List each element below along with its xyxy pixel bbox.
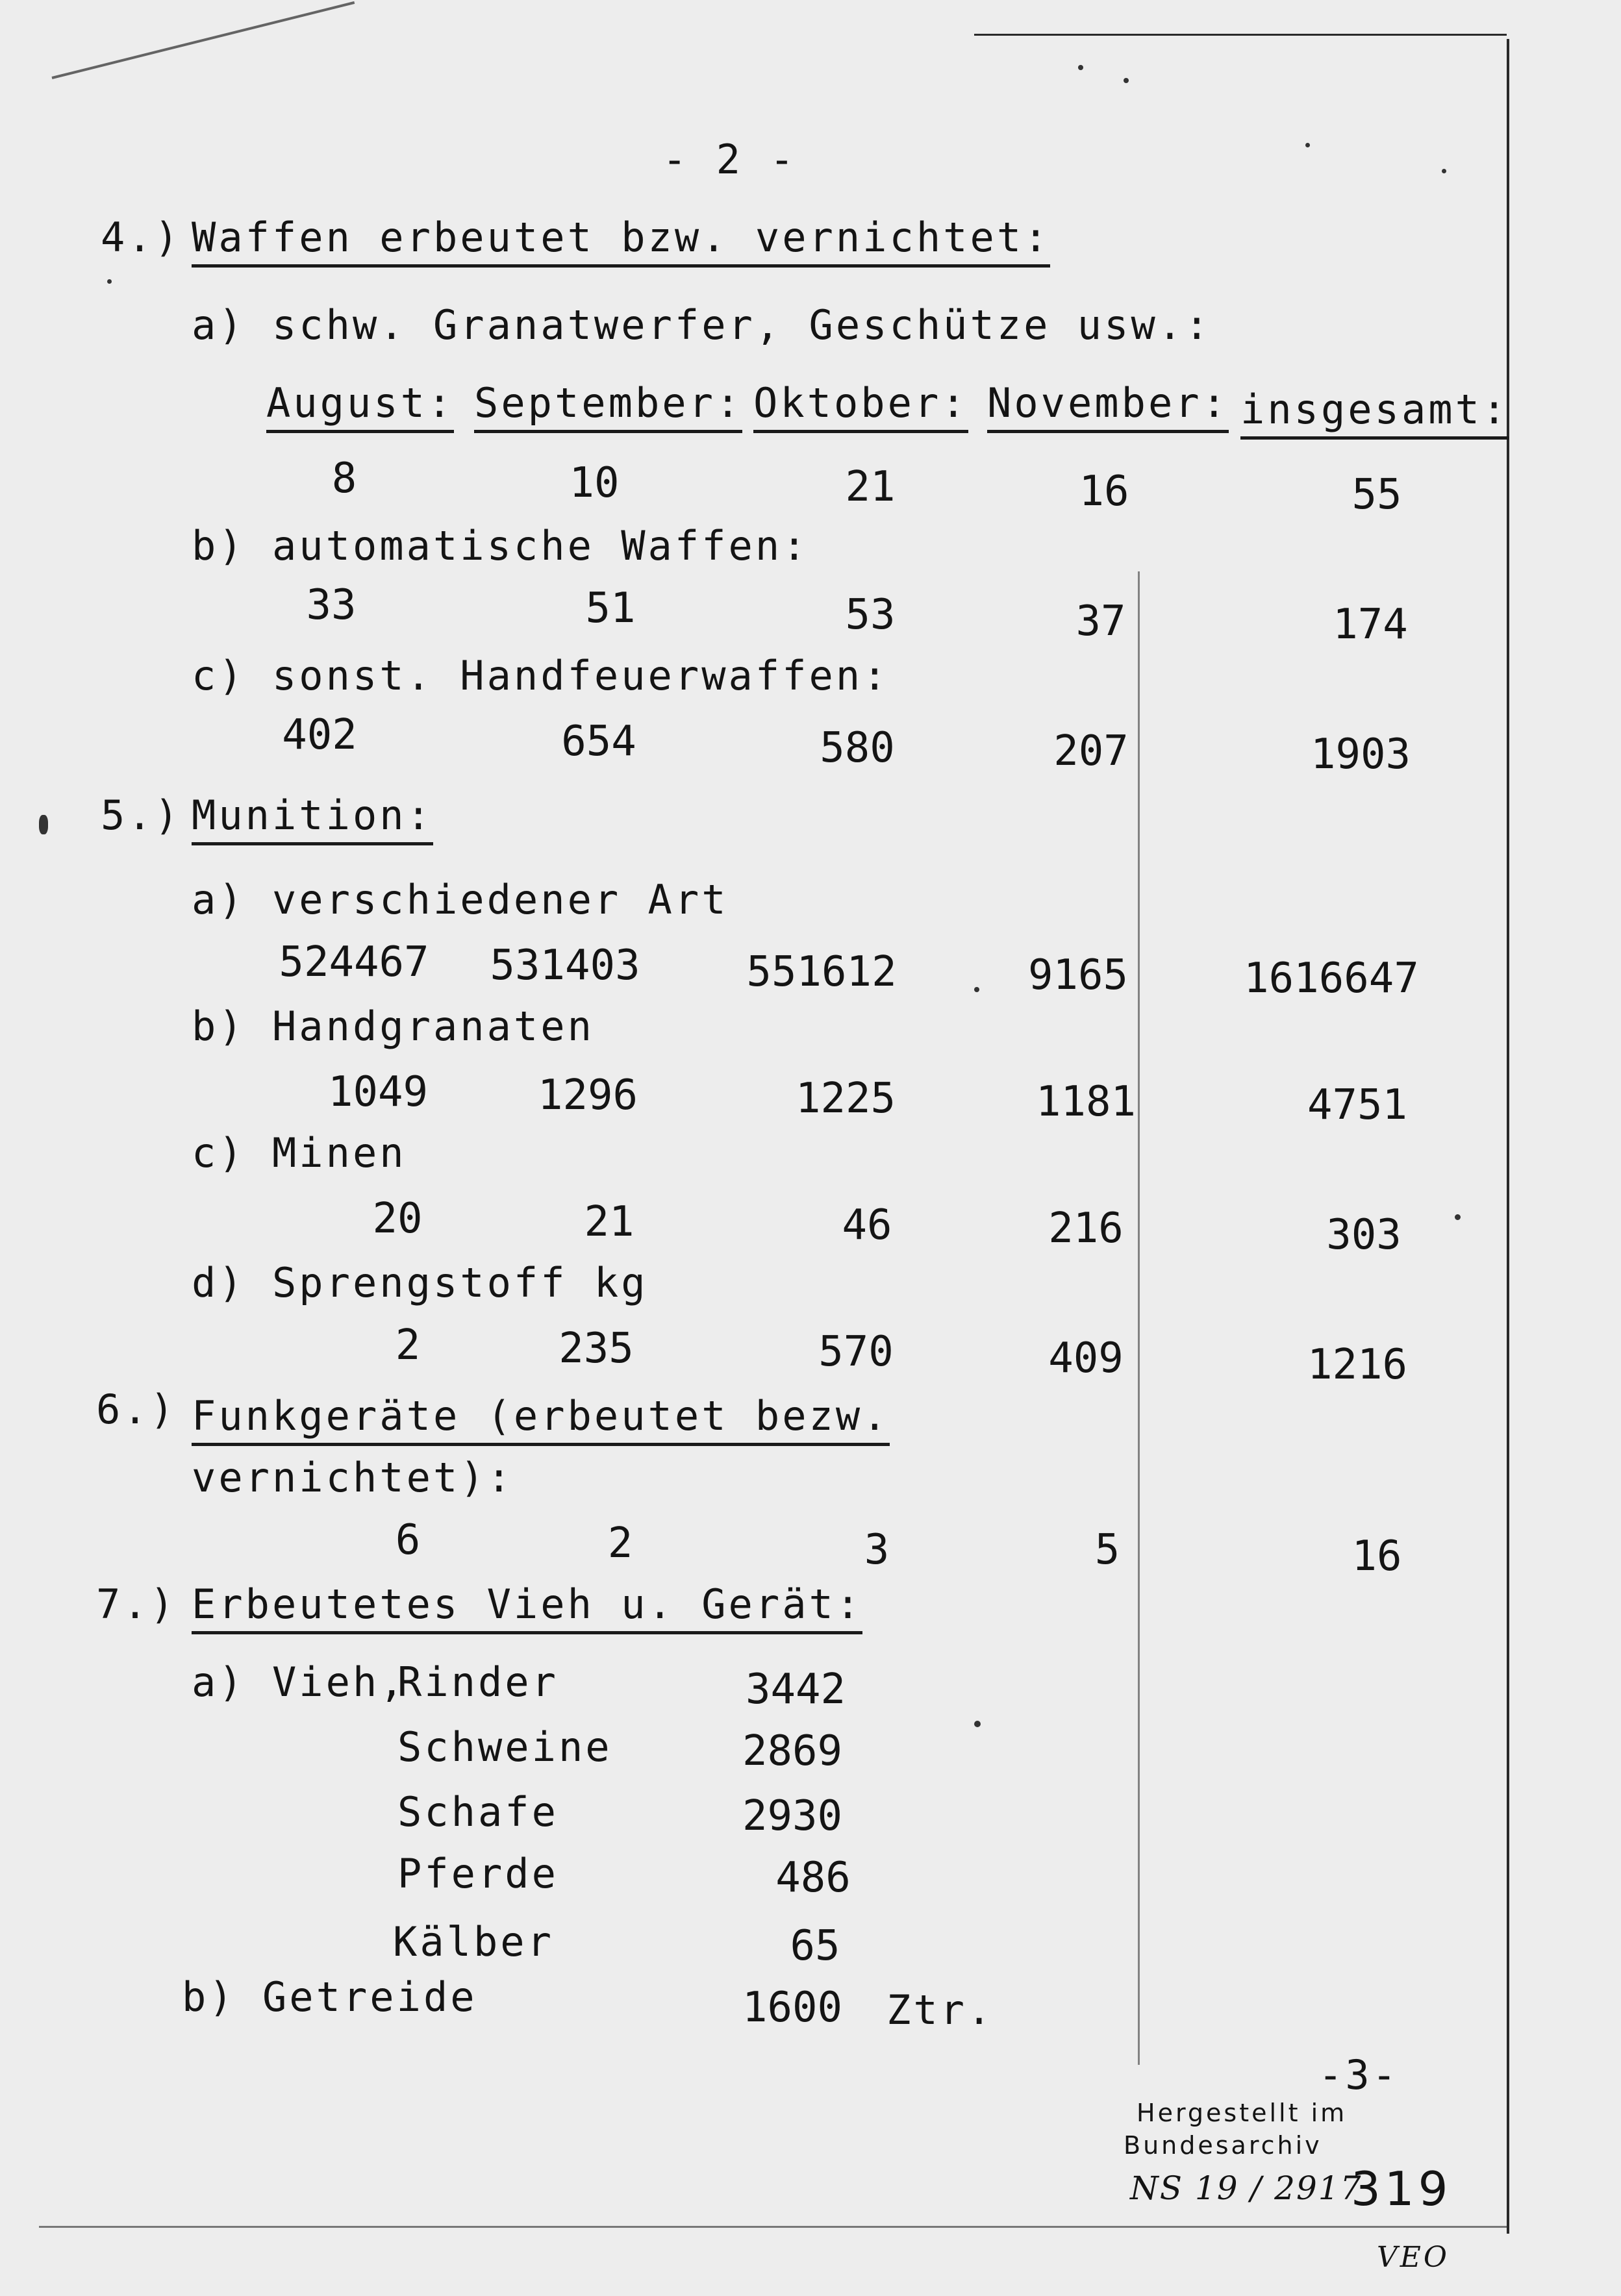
section-6-number: 6.) xyxy=(96,1386,177,1433)
animal-count: 486 xyxy=(775,1854,851,1902)
animal-name: Rinder xyxy=(397,1658,559,1706)
value-cell: 570 xyxy=(818,1328,894,1376)
column-guide-line xyxy=(1138,571,1140,2065)
section-7b-label: b) Getreide xyxy=(182,1973,477,2021)
column-header-insgesamt: insgesamt: xyxy=(1240,390,1509,440)
section-6-title: Funkgeräte (erbeutet bezw. xyxy=(192,1396,890,1446)
value-cell: 303 xyxy=(1326,1211,1401,1259)
archive-stamp-line1: Hergestellt im xyxy=(1137,2099,1348,2127)
speck xyxy=(107,279,112,284)
value-cell: 1225 xyxy=(795,1075,896,1123)
section-5-title: Munition: xyxy=(192,795,433,845)
section-4-title: Waffen erbeutet bzw. vernichtet: xyxy=(192,218,1050,268)
value-cell: 46 xyxy=(842,1201,892,1249)
value-cell: 1903 xyxy=(1310,730,1411,779)
value-cell: 402 xyxy=(282,711,357,759)
column-header-september: September: xyxy=(474,383,742,433)
value-cell: 21 xyxy=(584,1198,635,1246)
column-header-oktober: Oktober: xyxy=(753,383,968,433)
value-cell: 53 xyxy=(845,591,896,639)
section-7-number: 7.) xyxy=(96,1580,177,1628)
value-cell: 2 xyxy=(607,1519,633,1567)
value-cell: 580 xyxy=(820,724,895,772)
value-cell: 10 xyxy=(569,459,620,507)
value-cell: 2 xyxy=(395,1321,421,1369)
section-7-title: Erbeutetes Vieh u. Gerät: xyxy=(192,1584,862,1634)
top-edge-line xyxy=(974,34,1507,36)
value-cell: 16 xyxy=(1079,468,1129,516)
value-cell: 235 xyxy=(559,1325,634,1373)
speck xyxy=(974,987,979,992)
speck xyxy=(1078,65,1083,70)
speck xyxy=(1305,143,1310,147)
section-5d-label: d) Sprengstoff kg xyxy=(192,1259,648,1306)
column-header-august: August: xyxy=(266,383,454,433)
grain-unit: Ztr. xyxy=(886,1986,994,2034)
bottom-edge-line xyxy=(39,2226,1507,2228)
next-page-marker: -3- xyxy=(1318,2051,1399,2099)
right-margin-line xyxy=(1507,39,1509,2234)
animal-name: Kälber xyxy=(393,1918,554,1965)
value-cell: 9165 xyxy=(1027,951,1129,999)
value-cell: 6 xyxy=(395,1516,421,1564)
speck xyxy=(1455,1214,1461,1220)
value-cell: 174 xyxy=(1333,601,1408,649)
animal-name: Schafe xyxy=(397,1788,559,1836)
section-4b-label: b) automatische Waffen: xyxy=(192,522,809,569)
section-5c-label: c) Minen xyxy=(192,1129,407,1177)
speck xyxy=(1442,169,1446,173)
section-4a-label: a) schw. Granatwerfer, Geschütze usw.: xyxy=(192,301,1212,349)
speck xyxy=(1124,78,1129,83)
column-header-november: November: xyxy=(987,383,1229,433)
value-cell: 16 xyxy=(1351,1532,1402,1580)
value-cell: 1049 xyxy=(327,1068,429,1116)
value-cell: 524467 xyxy=(279,938,429,986)
speck xyxy=(39,815,48,834)
archive-stamp-line2: Bundesarchiv xyxy=(1124,2131,1322,2160)
value-cell: 531403 xyxy=(490,942,640,990)
value-cell: 1181 xyxy=(1035,1078,1137,1126)
value-cell: 5 xyxy=(1094,1526,1120,1574)
grain-value: 1600 xyxy=(742,1984,843,2032)
section-4c-label: c) sonst. Handfeuerwaffen: xyxy=(192,652,890,699)
value-cell: 654 xyxy=(561,718,636,766)
animal-name: Schweine xyxy=(397,1723,612,1771)
section-5b-label: b) Handgranaten xyxy=(192,1003,594,1050)
value-cell: 37 xyxy=(1075,597,1126,645)
value-cell: 1216 xyxy=(1307,1341,1408,1389)
value-cell: 216 xyxy=(1048,1204,1124,1253)
value-cell: 551612 xyxy=(746,948,897,996)
page-number: - 2 - xyxy=(662,136,797,183)
value-cell: 207 xyxy=(1053,727,1129,775)
section-4-number: 4.) xyxy=(101,214,181,261)
diagonal-scratch xyxy=(52,1,355,79)
value-cell: 20 xyxy=(372,1195,423,1243)
animal-count: 2930 xyxy=(742,1792,843,1840)
section-7a-label: a) Vieh, xyxy=(192,1658,407,1706)
animal-count: 2869 xyxy=(742,1727,843,1775)
archive-page-code: 319 xyxy=(1351,2162,1452,2216)
section-6-title-continued: vernichtet): xyxy=(192,1454,514,1501)
value-cell: 409 xyxy=(1048,1334,1124,1382)
archive-initials: VEO xyxy=(1377,2241,1450,2274)
value-cell: 3 xyxy=(864,1526,890,1574)
value-cell: 21 xyxy=(845,463,896,511)
archive-signature: NS 19 / 2917 xyxy=(1130,2169,1363,2207)
animal-count: 65 xyxy=(790,1922,840,1970)
section-5a-label: a) verschiedener Art xyxy=(192,876,729,923)
speck xyxy=(974,1721,981,1727)
value-cell: 1616647 xyxy=(1244,955,1419,1003)
value-cell: 4751 xyxy=(1307,1081,1408,1129)
value-cell: 51 xyxy=(585,584,636,632)
value-cell: 33 xyxy=(306,581,357,629)
value-cell: 8 xyxy=(331,455,357,503)
section-5-number: 5.) xyxy=(101,792,181,839)
animal-name: Pferde xyxy=(397,1850,559,1897)
value-cell: 55 xyxy=(1351,471,1402,519)
animal-count: 3442 xyxy=(745,1666,846,1714)
value-cell: 1296 xyxy=(537,1071,638,1119)
